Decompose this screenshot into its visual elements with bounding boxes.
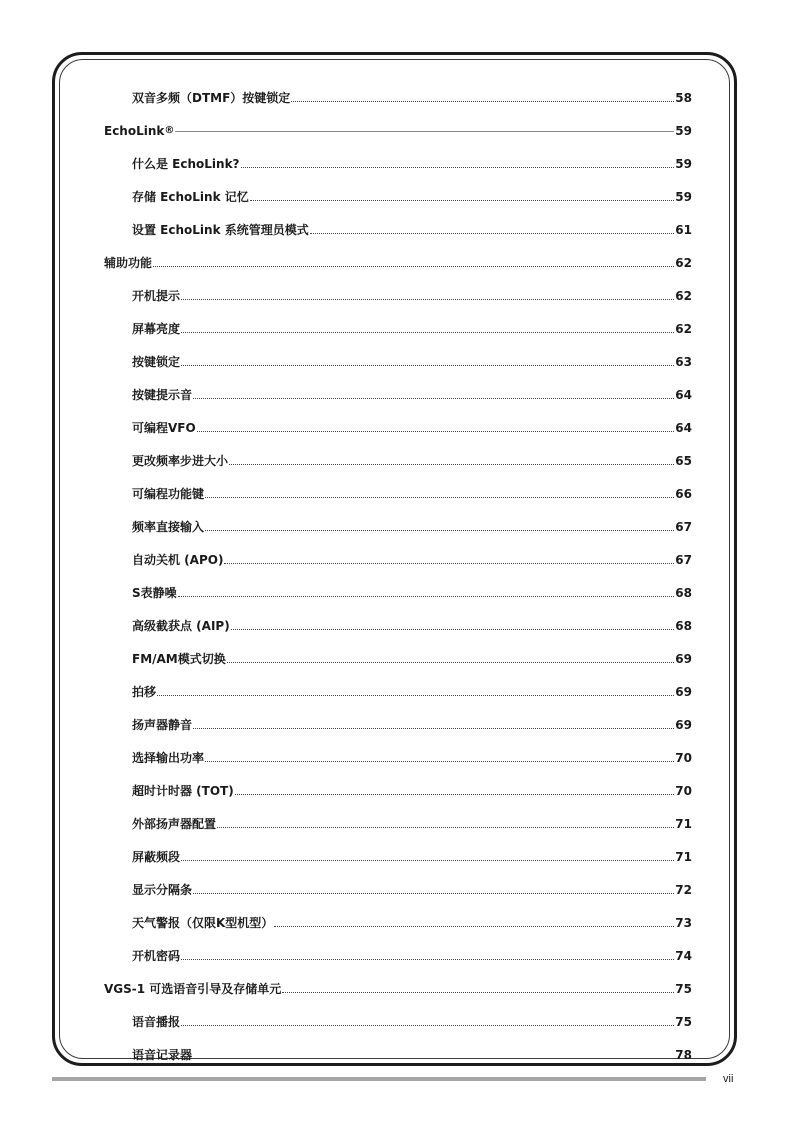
toc-entry-title: 选择输出功率 (132, 751, 205, 765)
toc-entry-title: 频率直接输入 (132, 520, 205, 534)
toc-entry-leader (205, 530, 674, 531)
toc-entry[interactable] (104, 641, 692, 674)
toc-entry-page: 59 (675, 190, 692, 204)
toc-entry-title: 高级截获点 (AIP) (132, 619, 230, 633)
toc-entry[interactable] (104, 509, 692, 542)
toc-entry[interactable] (104, 212, 692, 245)
toc-entry-leader (181, 860, 674, 861)
toc-entry-title: 拍移 (132, 685, 157, 699)
toc-entry[interactable] (104, 1037, 692, 1070)
toc-entry[interactable] (104, 377, 692, 410)
toc-entry[interactable] (104, 80, 692, 113)
toc-entry-title: 开机密码 (132, 949, 181, 963)
toc-entry-page: 69 (675, 718, 692, 732)
toc-entry[interactable] (104, 971, 692, 1004)
toc-entry-leader (217, 827, 674, 828)
toc-entry[interactable] (104, 476, 692, 509)
toc-entry-page: 59 (675, 124, 692, 138)
toc-entry-leader (310, 233, 675, 234)
toc-entry-title: 超时计时器 (TOT) (132, 784, 234, 798)
toc-entry-title: 天气警报（仅限K型机型） (132, 916, 274, 930)
toc-entry-title: EchoLink (104, 124, 165, 138)
toc-entry[interactable] (104, 278, 692, 311)
toc-entry[interactable] (104, 146, 692, 179)
toc-entry-page: 71 (675, 817, 692, 831)
toc-entry-leader (205, 761, 674, 762)
toc-entry-page: 59 (675, 157, 692, 171)
toc-entry-title: VGS-1 可选语音引导及存储单元 (104, 982, 282, 996)
toc-entry[interactable] (104, 806, 692, 839)
toc-entry-page: 78 (675, 1048, 692, 1062)
toc-entry-page: 66 (675, 487, 692, 501)
table-of-contents (104, 80, 692, 1070)
toc-entry-title: 开机提示 (132, 289, 181, 303)
toc-entry[interactable] (104, 674, 692, 707)
toc-entry-page: 62 (675, 256, 692, 270)
toc-entry[interactable] (104, 113, 692, 146)
toc-entry-leader (229, 464, 674, 465)
toc-entry-page: 73 (675, 916, 692, 930)
toc-entry-title: 语音记录器 (132, 1048, 193, 1062)
toc-entry-leader (231, 629, 675, 630)
toc-entry-leader (175, 131, 674, 132)
toc-entry-title: 显示分隔条 (132, 883, 193, 897)
toc-entry-title: 按键锁定 (132, 355, 181, 369)
toc-entry[interactable] (104, 839, 692, 872)
toc-entry-page: 68 (675, 619, 692, 633)
toc-entry-page: 61 (675, 223, 692, 237)
toc-entry-page: 71 (675, 850, 692, 864)
toc-entry-leader (282, 992, 674, 993)
toc-entry-leader (181, 332, 674, 333)
toc-entry[interactable] (104, 443, 692, 476)
toc-entry-page: 70 (675, 751, 692, 765)
toc-entry-page: 58 (675, 91, 692, 105)
toc-entry-title: S表静噪 (132, 586, 177, 600)
footer-rule (52, 1077, 706, 1081)
toc-entry-title: 屏幕亮度 (132, 322, 181, 336)
toc-entry-leader (250, 200, 675, 201)
toc-entry-leader (193, 1058, 674, 1059)
toc-entry[interactable] (104, 344, 692, 377)
toc-entry-leader (193, 398, 674, 399)
toc-entry-page: 75 (675, 1015, 692, 1029)
toc-entry-leader (181, 365, 674, 366)
toc-entry-leader (274, 926, 674, 927)
toc-entry-title: 按键提示音 (132, 388, 193, 402)
toc-entry[interactable] (104, 311, 692, 344)
toc-entry-title: 更改频率步进大小 (132, 454, 229, 468)
toc-entry-title: 语音播报 (132, 1015, 181, 1029)
toc-entry-leader (157, 695, 674, 696)
toc-entry-title: 辅助功能 (104, 256, 153, 270)
toc-entry[interactable] (104, 740, 692, 773)
toc-entry-page: 67 (675, 553, 692, 567)
toc-entry-leader (193, 728, 674, 729)
toc-entry-page: 69 (675, 652, 692, 666)
toc-entry[interactable] (104, 872, 692, 905)
toc-entry-leader (291, 101, 674, 102)
toc-entry-leader (241, 167, 675, 168)
toc-entry[interactable] (104, 542, 692, 575)
toc-entry-title: FM/AM模式切换 (132, 652, 226, 666)
toc-entry-leader (181, 959, 674, 960)
toc-entry-leader (178, 596, 675, 597)
toc-entry-page: 68 (675, 586, 692, 600)
toc-entry-title: 外部扬声器配置 (132, 817, 217, 831)
toc-entry-page: 70 (675, 784, 692, 798)
toc-entry-page: 75 (675, 982, 692, 996)
toc-entry[interactable] (104, 179, 692, 212)
toc-entry-leader (153, 266, 674, 267)
toc-entry-page: 67 (675, 520, 692, 534)
toc-entry-page: 72 (675, 883, 692, 897)
toc-entry-title: 什么是 EchoLink? (132, 157, 240, 171)
toc-entry-title: 可编程功能键 (132, 487, 205, 501)
toc-entry-leader (181, 1025, 674, 1026)
toc-entry-leader (181, 299, 674, 300)
toc-entry-leader (197, 431, 675, 432)
toc-entry-page: 62 (675, 289, 692, 303)
toc-entry-page: 69 (675, 685, 692, 699)
toc-entry-title: 自动关机 (APO) (132, 553, 224, 567)
toc-entry-leader (235, 794, 675, 795)
toc-entry[interactable] (104, 575, 692, 608)
toc-entry-title: 屏蔽频段 (132, 850, 181, 864)
toc-entry-title: 可编程VFO (132, 421, 196, 435)
toc-entry-page: 64 (675, 421, 692, 435)
toc-entry[interactable] (104, 773, 692, 806)
toc-entry-page: 64 (675, 388, 692, 402)
toc-entry-leader (224, 563, 674, 564)
toc-entry[interactable] (104, 245, 692, 278)
toc-entry-leader (227, 662, 675, 663)
toc-entry[interactable] (104, 1004, 692, 1037)
toc-entry-title: 扬声器静音 (132, 718, 193, 732)
toc-entry-page: 63 (675, 355, 692, 369)
toc-entry[interactable] (104, 707, 692, 740)
toc-entry[interactable] (104, 905, 692, 938)
toc-entry-page: 65 (675, 454, 692, 468)
toc-entry-title: 存储 EchoLink 记忆 (132, 190, 249, 204)
toc-entry-title: 双音多频（DTMF）按键锁定 (132, 91, 291, 105)
toc-entry-leader (205, 497, 674, 498)
toc-entry-title: 设置 EchoLink 系统管理员模式 (132, 223, 309, 237)
toc-entry-page: 74 (675, 949, 692, 963)
toc-entry[interactable] (104, 410, 692, 443)
registered-mark: ® (164, 125, 175, 136)
toc-entry-page: 62 (675, 322, 692, 336)
toc-entry-leader (193, 893, 674, 894)
page-number: vii (723, 1073, 734, 1085)
toc-entry[interactable] (104, 608, 692, 641)
toc-entry[interactable] (104, 938, 692, 971)
